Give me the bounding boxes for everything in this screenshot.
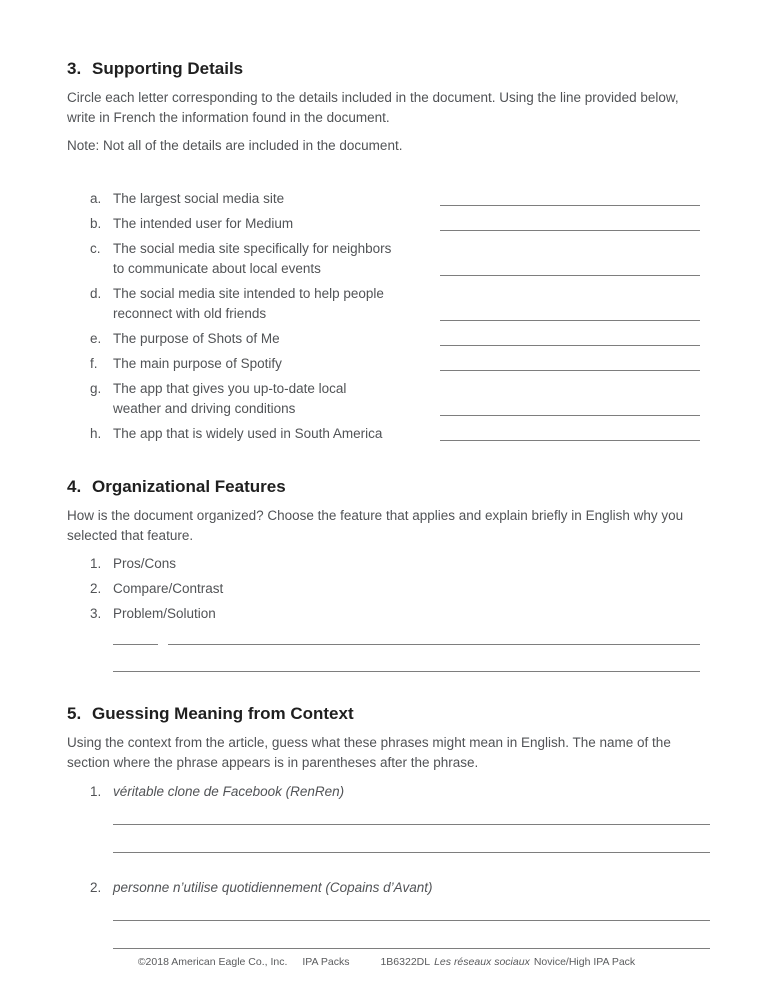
section3-title: Supporting Details [92,59,244,78]
list-item [90,239,700,279]
section4-instructions: How is the document organized? Choose the feature that applies and explain briefly in English why you selected that feature. [67,508,684,543]
item-number: 1. [90,784,102,799]
section3-instructions: Circle each letter corresponding to the details included in the document. Using the line provided below, write in French the information found in the document. [67,90,679,125]
section4-number: 4. [67,477,82,496]
answer-blank [113,823,710,825]
item-text: The social media site intended to help people reconnect with old friends [113,286,384,321]
item-number: 1. [90,556,102,571]
section3-item-list [67,189,700,444]
section4-heading [67,476,700,498]
answer-blank [113,947,710,949]
item-text: The social media site specifically for neighbors to communicate about local events [113,241,392,276]
answer-blank [168,643,700,645]
list-item [90,284,700,324]
item-text: The main purpose of Spotify [113,356,282,371]
section3-note: Note: Not all of the details are included in the document. [67,138,403,153]
item-letter: e. [90,331,102,346]
list-item [90,782,700,802]
item-letter: f. [90,356,98,371]
answer-blank [113,670,700,672]
item-number: 2. [90,581,102,596]
section5-title: Guessing Meaning from Context [92,704,354,723]
answer-blank [440,439,700,441]
pack-suffix: Novice/High IPA Pack [533,956,636,968]
answer-blank [440,274,700,276]
item-number: 3. [90,606,102,621]
section5-heading [67,703,700,725]
item-letter: a. [90,191,102,206]
answer-blank [440,204,700,206]
item-text: The purpose of Shots of Me [113,331,280,346]
item-number: 2. [90,880,102,895]
answer-blank [440,344,700,346]
list-item [90,379,700,419]
page-footer [0,956,773,968]
section5-instructions: Using the context from the article, guess what these phrases might mean in English. The name of the section where the phrase appears is in parentheses after the phrase. [67,735,671,770]
answer-blank [440,319,700,321]
copyright-text: ©2018 American Eagle Co., Inc. [137,956,288,968]
item-text: The largest social media site [113,191,285,206]
product-code: 1B6322DL [380,956,431,968]
item-letter: g. [90,381,102,396]
list-item [90,189,700,209]
option-text: Compare/Contrast [113,581,224,596]
series-label: IPA Packs [302,956,350,968]
section3-heading [67,58,700,80]
item-text: The intended user for Medium [113,216,294,231]
item-text: The app that gives you up-to-date local weather and driving conditions [113,381,347,416]
section-organizational-features [67,476,700,672]
french-phrase: personne n’utilise quotidiennement (Copains d’Avant) [113,880,433,895]
item-letter: h. [90,426,102,441]
section-supporting-details [67,58,700,444]
item-letter: b. [90,216,102,231]
section4-title: Organizational Features [92,477,286,496]
answer-blank [113,851,710,853]
answer-blank [113,919,710,921]
choice-blank [113,643,158,645]
item-text: The app that is widely used in South America [113,426,383,441]
list-item [90,424,700,444]
list-item [90,604,700,624]
french-phrase: véritable clone de Facebook (RenRen) [113,784,345,799]
list-item [90,354,700,374]
answer-blank [440,414,700,416]
list-item [90,554,700,574]
pack-title: Les réseaux sociaux [434,956,530,968]
answer-blank [440,229,700,231]
write-in-row [113,643,700,645]
list-item [90,579,700,599]
section5-number: 5. [67,704,82,723]
option-text: Problem/Solution [113,606,216,621]
list-item [90,214,700,234]
section-guessing-meaning [67,703,700,949]
answer-blank [440,369,700,371]
list-item [90,329,700,349]
list-item [90,878,700,898]
item-letter: c. [90,241,101,256]
item-letter: d. [90,286,102,301]
section3-number: 3. [67,59,82,78]
option-text: Pros/Cons [113,556,177,571]
